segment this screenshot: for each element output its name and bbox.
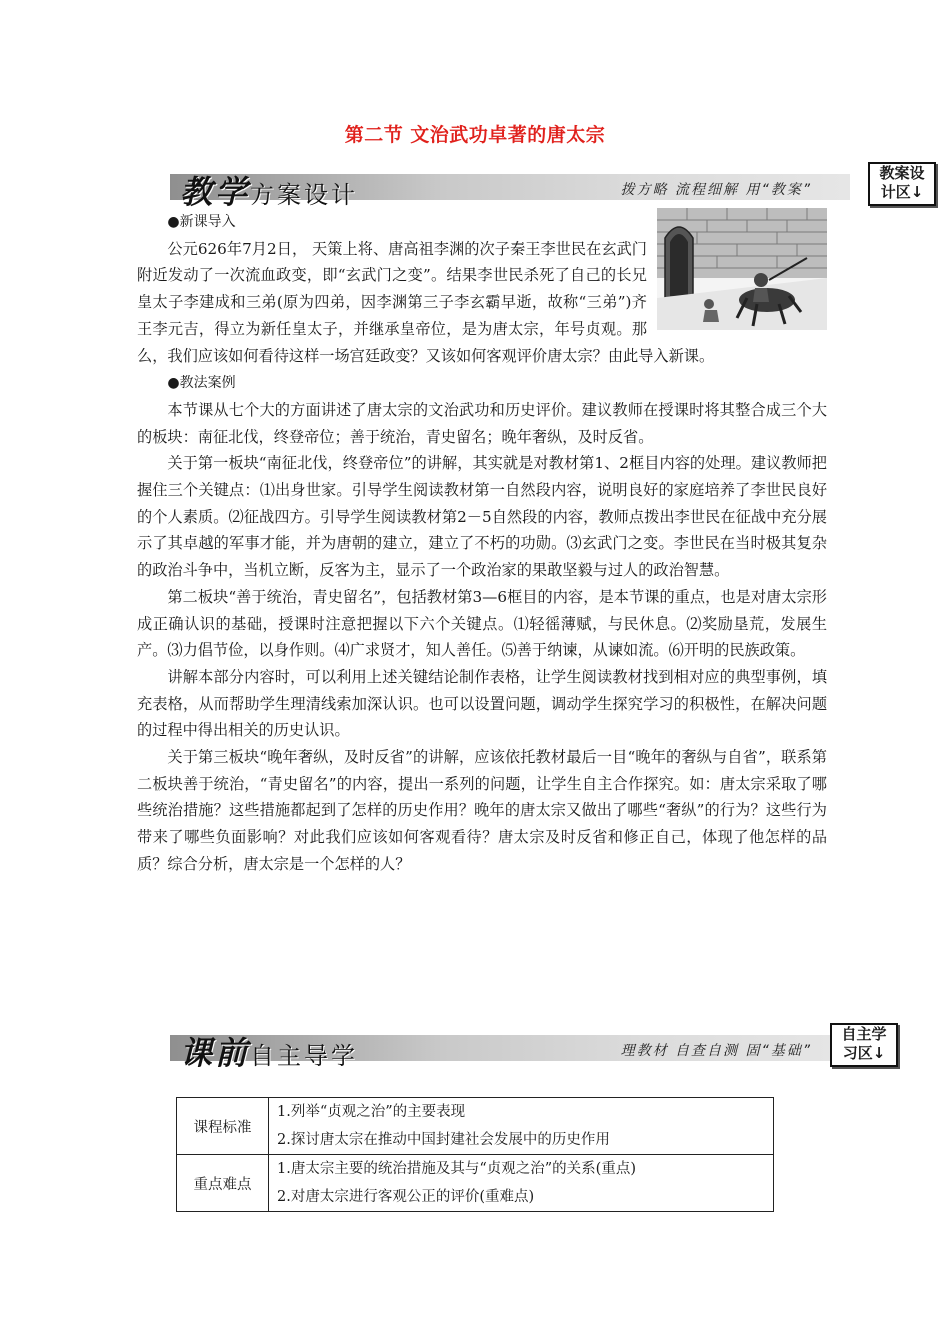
method-heading: [137, 369, 827, 397]
method-heading-text: ●教法案例: [167, 375, 236, 392]
page-title: 第二节 文治武功卓著的唐太宗: [344, 124, 606, 146]
course-standards-table: [176, 1097, 774, 1212]
method-paragraph-4: 讲解本部分内容时，可以利用上述关键结论制作表格，让学生阅读教材找到相对应的典型事例，填充表格，从而帮助学生理清线索加深认识。也可以设置问题，调动学生探究学习的积极性，在解决问题的过程中得出相关的历史认识。: [137, 667, 827, 740]
row-line: 1.列举“贞观之治”的主要表现: [277, 1104, 466, 1120]
method-paragraph-5: 关于第三板块“晚年奢纵，及时反省”的讲解，应该依托教材最后一目“晚年的奢纵与自省”，联系第二板块善于统治，“青史留名”的内容，提出一系列的问题，让学生自主合作探究。如：唐太宗采取了哪些统治措施？这些措施都起到了怎样的历史作用？晚年的唐太宗又做出了哪些“奢纵”的行为？这些行为带来了哪些负面影响？对此我们应该如何客观看待？唐太宗及时反省和修正自己，体现了他怎样的品质？综合分析，唐太宗是一个怎样的人？: [137, 748, 827, 873]
banner-title: [180, 1028, 358, 1074]
method-paragraph-3: 第二板块“善于统治，青史留名”，包括教材第3—6框目的内容，是本节课的重点，也是对唐太宗形成正确认识的基础，授课时注意把握以下六个关键点。⑴轻徭薄赋，与民休息。⑵奖励垦荒，发展生产。⑶力倡节俭，以身作则。⑷广求贤才，知人善任。⑸善于纳谏，从谏如流。⑹开明的民族政策。: [137, 587, 827, 660]
intro-heading-text: ●新课导入: [167, 214, 236, 230]
tag-line-1: 教案设: [879, 164, 925, 182]
row-line: 2.探讨唐太宗在推动中国封建社会发展中的历史作用: [277, 1132, 610, 1148]
row-line: 2.对唐太宗进行客观公正的评价(重难点): [277, 1189, 535, 1205]
banner-title: [180, 167, 358, 213]
intro-paragraph: 公元626年7月2日， 天策上将、唐高祖李渊的次子秦王李世民在玄武门附近发动了一次流血政变，即“玄武门之变”。结果李世民杀死了自己的长兄皇太子李建成和三弟(原为四弟，因李渊第三子李玄霸早逝，故称“三弟”)齐王李元吉，得立为新任皇太子，并继承皇帝位，是为唐太宗，年号贞观。那么，我们应该如何看待这样一场宫廷政变？又该如何客观评价唐太宗？由此导入新课。: [137, 239, 715, 365]
teaching-design-banner: [170, 170, 850, 211]
xuanwu-gate-illustration: [657, 208, 827, 330]
lesson-plan-area-tag: [868, 162, 936, 206]
row-line: 1.唐太宗主要的统治措施及其与“贞观之治”的关系(重点): [277, 1161, 636, 1177]
banner-title-rest: 方案设计: [250, 181, 359, 209]
tag-line-1: 自主学: [841, 1025, 887, 1043]
tag-line-2: 习区↓: [842, 1044, 886, 1062]
banner-slogan: 理教材 自查自测 固“基础”: [620, 1043, 812, 1059]
row-content: [269, 1098, 774, 1155]
xuanwu-gate-drawing: [657, 208, 827, 330]
tag-line-2: 计区↓: [880, 183, 924, 201]
banner-title-char-2: 学: [215, 173, 251, 211]
row-content: [269, 1155, 774, 1212]
table-row: [177, 1155, 774, 1212]
row-label: 重点难点: [177, 1155, 269, 1212]
self-study-area-tag: [830, 1023, 898, 1067]
banner-title-char-1: 课: [180, 1034, 216, 1072]
table-row: [177, 1098, 774, 1155]
banner-title-rest: 自主导学: [250, 1042, 359, 1070]
row-label: 课程标准: [177, 1098, 269, 1155]
banner-slogan: 拨方略 流程细解 用“教案”: [620, 182, 812, 198]
self-study-banner: [170, 1031, 850, 1072]
teaching-content: [137, 208, 827, 878]
banner-title-char-1: 教: [180, 173, 216, 211]
banner-title-char-2: 前: [215, 1034, 251, 1072]
method-paragraph-2: 关于第一板块“南征北伐，终登帝位”的讲解，其实就是对教材第1、2框目内容的处理。建议教师把握住三个关键点：⑴出身世家。引导学生阅读教材第一自然段内容，说明良好的家庭培养了李世民良好的个人素质。⑵征战四方。引导学生阅读教材第2－5自然段的内容，教师点拨出李世民在征战中充分展示了其卓越的军事才能，并为唐朝的建立，建立了不朽的功勋。⑶玄武门之变。李世民在当时极其复杂的政治斗争中，当机立断，反客为主，显示了一个政治家的果敢坚毅与过人的政治智慧。: [137, 454, 827, 580]
method-paragraph-1: 本节课从七个大的方面讲述了唐太宗的文治武功和历史评价。建议教师在授课时将其整合成三个大的板块：南征北伐，终登帝位；善于统治，青史留名；晚年奢纵，及时反省。: [137, 400, 827, 446]
